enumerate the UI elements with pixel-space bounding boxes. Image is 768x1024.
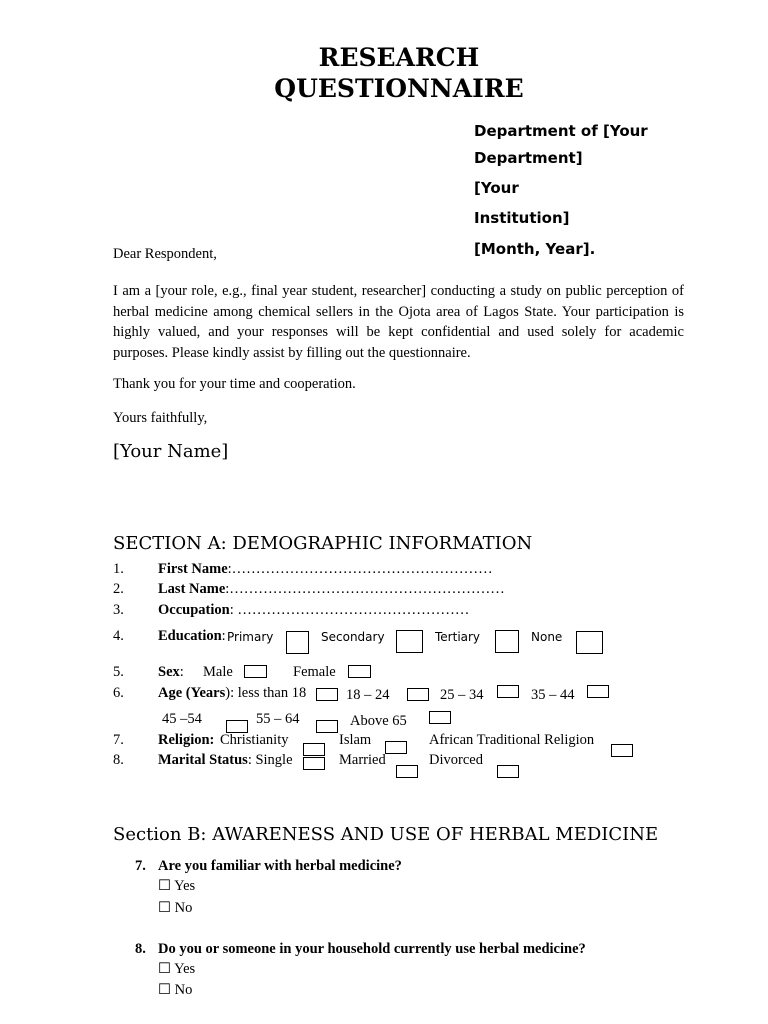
sex-female-checkbox[interactable] [348,665,371,678]
religion-option-label: African Traditional Religion [429,732,595,748]
address-line: Department] [474,149,583,167]
age-18-24-checkbox[interactable] [407,688,429,701]
question-number: 2. [113,581,124,597]
question-number: 4. [113,628,124,644]
question-number: 8. [135,941,146,957]
age-option-label: 45 –54 [162,711,202,727]
religion-christianity-checkbox[interactable] [303,743,325,756]
option-yes[interactable]: ☐ Yes [158,961,196,977]
religion-label: Religion: [158,732,215,748]
question-number: 8. [113,752,124,768]
section-b-heading: Section B: AWARENESS AND USE OF HERBAL MEDICINE [113,824,659,845]
sex-option-label: Female [293,664,336,680]
address-line: [Month, Year]. [474,240,596,258]
age-option-label: Above 65 [350,713,407,729]
question-text: Are you familiar with herbal medicine? [158,858,402,874]
address-line: Institution] [474,209,570,227]
age-label: Age (Years): less than 18 [158,685,307,701]
education-option-label: Tertiary [435,630,481,644]
occupation-label: Occupation [158,602,230,618]
option-no[interactable]: ☐ No [158,982,193,998]
education-secondary-checkbox[interactable] [396,630,423,653]
title-line-2: QUESTIONNAIRE [274,74,524,103]
age-option-label: 18 – 24 [346,687,390,703]
question-number: 6. [113,685,124,701]
first-name-field[interactable] [158,561,493,578]
section-a-heading: SECTION A: DEMOGRAPHIC INFORMATION [113,533,533,554]
education-label: Education: [158,628,226,644]
option-no[interactable]: ☐ No [158,900,193,916]
religion-islam-checkbox[interactable] [385,741,407,754]
age-above-65-checkbox[interactable] [429,711,451,724]
marital-status-label: Marital Status: Single [158,752,293,768]
sex-male-checkbox[interactable] [244,665,267,678]
marital-married-checkbox[interactable] [396,765,418,778]
sex-option-label: Male [203,664,233,680]
education-option-label: Primary [227,630,274,644]
age-option-label: 35 – 44 [531,687,575,703]
first-name-blank: :……………………………………………… [227,561,493,577]
intro-paragraph: I am a [your role, e.g., final year student, researcher] conducting a study on public perception of herbal medicine among chemical sellers in the Ojota area of Lagos State. Your participation is highly valued, and your responses will be kept confidential and used solely for academic purposes. Please kindly assist by filling out the questionnaire. [113,283,684,361]
religion-traditional-checkbox[interactable] [611,744,633,757]
age-option-label: 55 – 64 [256,711,300,727]
salutation: Dear Respondent, [113,246,217,262]
marital-single-checkbox[interactable] [303,757,325,770]
age-under-18-checkbox[interactable] [316,688,338,701]
signature-name: [Your Name] [113,441,229,462]
religion-option-label: Christianity [220,732,289,748]
education-option-label: None [531,630,563,644]
question-number: 3. [113,602,124,618]
marital-divorced-checkbox[interactable] [497,765,519,778]
age-25-34-checkbox[interactable] [497,685,519,698]
education-tertiary-checkbox[interactable] [495,630,519,653]
age-55-64-checkbox[interactable] [316,720,338,733]
age-option-label: 25 – 34 [440,687,484,703]
option-yes[interactable]: ☐ Yes [158,878,196,894]
education-option-label: Secondary [321,630,385,644]
question-number: 5. [113,664,124,680]
marital-option-label: Divorced [429,752,483,768]
closing-text: Yours faithfully, [113,410,208,426]
first-name-label: First Name [158,561,228,577]
occupation-field[interactable] [158,602,469,619]
education-primary-checkbox[interactable] [286,631,309,654]
address-line: [Your [474,179,519,197]
sex-label: Sex: [158,664,184,680]
address-line: Department of [Your [474,122,648,140]
marital-option-label: Married [339,752,386,768]
education-none-checkbox[interactable] [576,631,603,654]
title-line-1: RESEARCH [318,43,480,72]
question-number: 7. [135,858,146,874]
question-number: 7. [113,732,124,748]
last-name-label: Last Name [158,581,226,597]
occupation-blank: : ………………………………………… [229,602,470,618]
age-35-44-checkbox[interactable] [587,685,609,698]
last-name-blank: :………………………………………………… [225,581,505,597]
last-name-field[interactable] [158,581,505,598]
question-text: Do you or someone in your household currently use herbal medicine? [158,941,586,957]
religion-option-label: Islam [339,732,372,748]
thanks-text: Thank you for your time and cooperation. [113,376,356,392]
question-number: 1. [113,561,124,577]
